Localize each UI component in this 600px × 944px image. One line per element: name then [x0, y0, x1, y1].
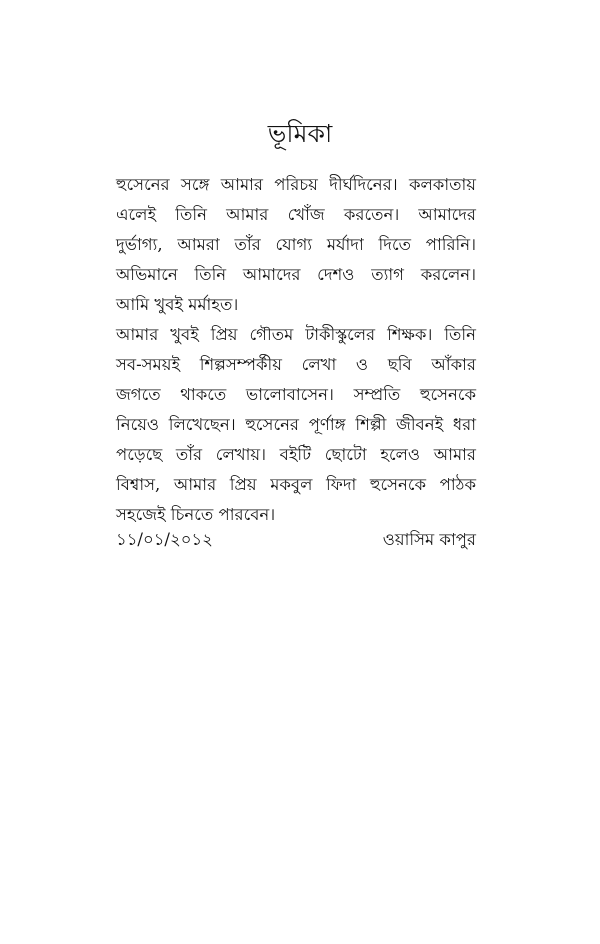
text-line: সহজেই চিনতে পারবেন। — [116, 505, 276, 524]
text-line: অভিমানে তিনি আমাদের দেশও ত্যাগ করলেন। — [116, 265, 476, 284]
text-line: পড়েছে তাঁর লেখায়। বইটি ছোটো হলেও আমার — [116, 445, 476, 464]
text-line: আমার খুবই প্রিয় গৌতম টাকীস্কুলের শিক্ষক। তিনি — [116, 325, 476, 344]
date: ১১/০১/২০১২ — [116, 530, 213, 549]
text-line: নিয়েও লিখেছেন। হুসেনের পূর্ণাঙ্গ শিল্পী জীবনই ধরা — [116, 415, 476, 434]
text-line: জগতে থাকতে ভালোবাসেন। সম্প্রতি হুসেনকে — [116, 385, 476, 404]
preface-body — [116, 170, 476, 530]
text-line: বিশ্বাস, আমার প্রিয় মকবুল ফিদা হুসেনকে পাঠক — [116, 475, 476, 494]
text-line: সব-সময়ই শিল্পসম্পর্কীয় লেখা ও ছবি আঁকার — [116, 355, 476, 374]
author-name: ওয়াসিম কাপুর — [382, 530, 476, 549]
text-line: আমি খুবই মর্মাহত। — [116, 295, 239, 314]
text-line: হুসেনের সঙ্গে আমার পরিচয় দীর্ঘদিনের। কলকাতায় — [116, 175, 476, 194]
text-line: দুর্ভাগ্য, আমরা তাঁর যোগ্য মর্যাদা দিতে পারিনি। — [116, 235, 476, 254]
text-line: এলেই তিনি আমার খোঁজ করতেন। আমাদের — [116, 205, 476, 224]
page-title: ভূমিকা — [267, 119, 333, 148]
